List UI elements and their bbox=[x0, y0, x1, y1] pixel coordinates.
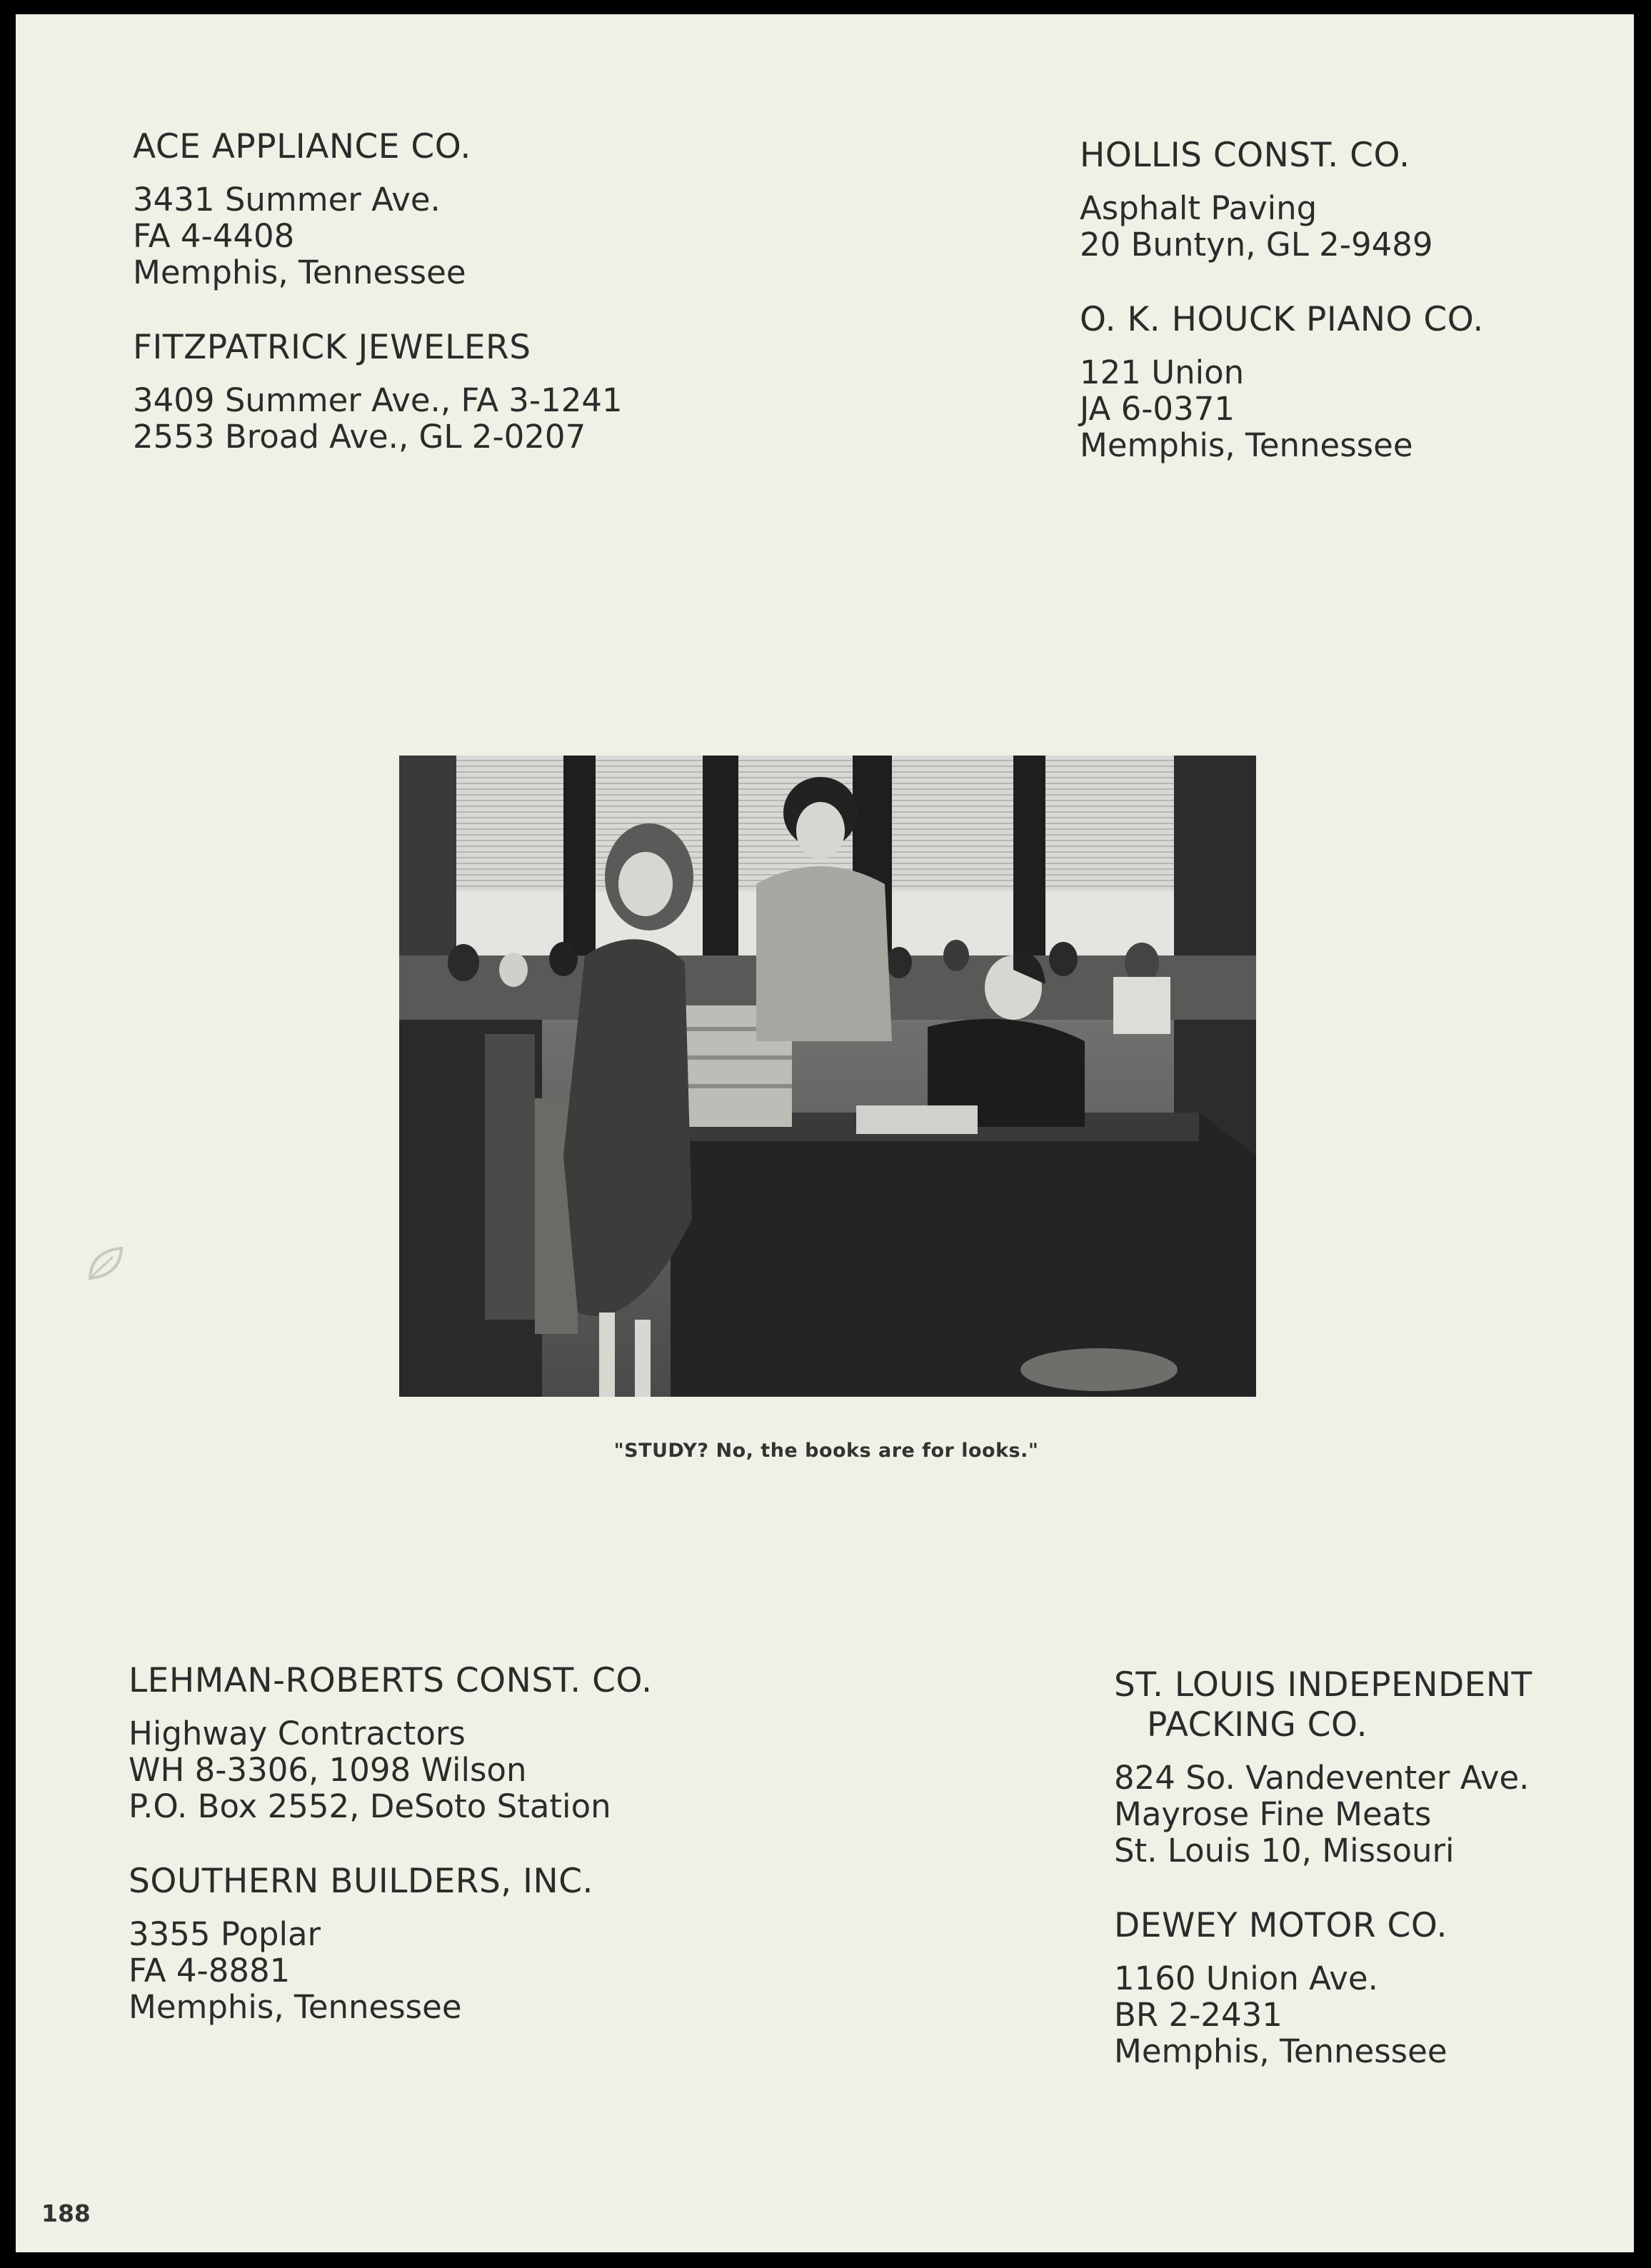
ad-line: 3409 Summer Ave., FA 3-1241 bbox=[133, 381, 623, 419]
ad-line: Memphis, Tennessee bbox=[129, 1988, 462, 2026]
ad-line: FA 4-8881 bbox=[129, 1952, 291, 1989]
ad-line: FA 4-4408 bbox=[133, 217, 295, 255]
yearbook-page bbox=[16, 14, 1634, 2252]
ad-line: 3431 Summer Ave. bbox=[133, 181, 441, 219]
ad-line: 121 Union bbox=[1080, 353, 1245, 391]
ad-name-fitzpatrick-jewelers: FITZPATRICK JEWELERS bbox=[133, 328, 531, 367]
ad-line: 824 So. Vandeventer Ave. bbox=[1114, 1759, 1530, 1797]
ad-line: BR 2-2431 bbox=[1114, 1996, 1283, 2034]
ad-line: 3355 Poplar bbox=[129, 1915, 321, 1953]
ad-line: JA 6-0371 bbox=[1080, 390, 1235, 428]
ad-line: 1160 Union Ave. bbox=[1114, 1960, 1378, 1997]
ad-top-left-column bbox=[133, 127, 623, 455]
ad-line: 20 Buntyn, GL 2-9489 bbox=[1080, 226, 1433, 264]
page-number: 188 bbox=[41, 2199, 91, 2227]
ad-name-ace-appliance: ACE APPLIANCE CO. bbox=[133, 127, 471, 166]
ad-line: Memphis, Tennessee bbox=[1080, 426, 1413, 464]
ad-line: Memphis, Tennessee bbox=[1114, 2032, 1447, 2070]
ad-line: St. Louis 10, Missouri bbox=[1114, 1832, 1455, 1870]
ad-bottom-left-column bbox=[129, 1661, 653, 2025]
ad-line: Highway Contractors bbox=[129, 1715, 466, 1752]
ad-top-right-column bbox=[1080, 136, 1484, 463]
ad-name-dewey-motor: DEWEY MOTOR CO. bbox=[1114, 1906, 1447, 1945]
ad-name-st-louis-line1: ST. LOUIS INDEPENDENT bbox=[1114, 1665, 1532, 1705]
ad-bottom-right-column bbox=[1114, 1665, 1532, 2069]
library-photo-image bbox=[399, 756, 1256, 1397]
ad-line: 2553 Broad Ave., GL 2-0207 bbox=[133, 418, 586, 456]
ad-line: WH 8-3306, 1098 Wilson bbox=[129, 1751, 527, 1789]
ad-name-southern-builders: SOUTHERN BUILDERS, INC. bbox=[129, 1862, 593, 1901]
ad-name-hollis-const: HOLLIS CONST. CO. bbox=[1080, 136, 1410, 175]
ad-line: P.O. Box 2552, DeSoto Station bbox=[129, 1787, 611, 1825]
library-photo bbox=[399, 756, 1256, 1397]
ad-name-lehman-roberts: LEHMAN-ROBERTS CONST. CO. bbox=[129, 1661, 653, 1700]
ad-name-houck-piano: O. K. HOUCK PIANO CO. bbox=[1080, 300, 1484, 339]
ad-line: Asphalt Paving bbox=[1080, 189, 1318, 227]
leaf-watermark-icon bbox=[84, 1243, 127, 1288]
ad-name-st-louis-line2: PACKING CO. bbox=[1147, 1705, 1368, 1745]
ad-line: Memphis, Tennessee bbox=[133, 254, 466, 291]
ad-line: Mayrose Fine Meats bbox=[1114, 1795, 1432, 1833]
photo-caption: "STUDY? No, the books are for looks." bbox=[613, 1440, 1039, 1462]
